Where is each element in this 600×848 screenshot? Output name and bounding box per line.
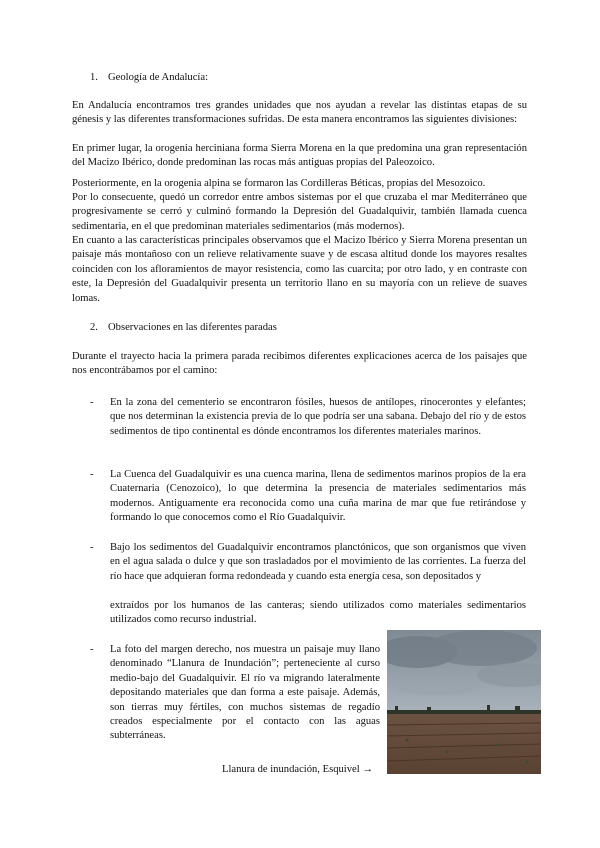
bullet-dash: -	[90, 542, 94, 553]
bullet-text: La Cuenca del Guadalquivir es una cuenca marina, llena de sedimentos marinos propios de la era Cuaternaria (Cenozoico), lo que determina la presencia de materiales sedimentarios más modernos. Antiguamente era reconocida como una cuña marina de mar que fue retirándose y formando lo que conocemos como el Río Guadalquivir.	[110, 469, 526, 524]
paragraph-orogenia-alpina: Posteriormente, en la orogenia alpina se formaron las Cordilleras Béticas, propias del Mesozoico.	[72, 178, 486, 189]
bullet-continuation: extraídos por los humanos de las canteras; siendo utilizados como materiales sedimentarios utilizados como recurso industrial.	[110, 600, 526, 626]
floodplain-photo	[387, 630, 541, 774]
intro-paragraph: En Andalucía encontramos tres grandes unidades que nos ayudan a revelar las distintas etapas de su génesis y las diferentes transformaciones sufridas. De esta manera encontramos las siguientes divisiones:	[72, 100, 527, 126]
section-1-number: 1.	[90, 72, 98, 83]
bullet-text: Bajo los sedimentos del Guadalquivir encontramos planctónicos, que son organismos que viven en el agua salada o dulce y que son trasladados por el movimiento de las corrientes. La fuerza del río hace que adquieran forma redondeada y cuando esta energía cesa, son depositados y	[110, 542, 526, 582]
section-2-title: Observaciones en las diferentes paradas	[108, 322, 277, 333]
bullet-text: La foto del margen derecho, nos muestra un paisaje muy llano denominado “Llanura de Inundación”; perteneciente al curso medio-bajo del Guadalquivir. El río va migrando lateralmente depositando materiales que dan forma a este paisaje. Además, son tierras muy fértiles, con muchos sistemas de regadío creados especialmente por el contacto con las aguas subterráneas.	[110, 644, 380, 742]
photo-caption: Llanura de inundación, Esquivel →	[222, 764, 373, 775]
section-1-title: Geología de Andalucía:	[108, 72, 209, 83]
paragraph-orogenia-herciniana: En primer lugar, la orogenia herciniana forma Sierra Morena en la que predomina una gran representación del Macizo Ibérico, donde predominan las rocas más antiguas propias del Paleozoico.	[72, 143, 527, 169]
floodplain-landscape-image	[387, 630, 541, 774]
bullet-dash: -	[90, 397, 94, 408]
paragraph-caracteristicas: En cuanto a las características principales observamos que el Macizo Ibérico y Sierra Morena presentan un paisaje más montañoso con un relieve relativamente suave y de escasa altitud donde los mayores resaltes coinciden con los afloramientos de mayor resistencia, como las cuarcita; por otro lado, y en contraste con este, la Depresión del Guadalquivir presenta un territorio llano en su mayoría con un relieve de suaves lomas.	[72, 235, 527, 304]
section-2-number: 2.	[90, 322, 98, 333]
paragraph-depresion-guadalquivir: Por lo consecuente, quedó un corredor entre ambos sistemas por el que cruzaba el mar Mediterráneo que progresivamente se cerró y culminó formando la Depresión del Guadalquivir, también llamada cuenca sedimentaria, en el que predominan materiales sedimentarios (más modernos).	[72, 192, 527, 232]
section-1-heading	[90, 71, 98, 85]
bullet-dash: -	[90, 469, 94, 480]
bullet-text: En la zona del cementerio se encontraron fósiles, huesos de antílopes, rinocerontes y elefantes; que nos determinan la existencia previa de lo que podría ser una sabana. Debajo del río y de estos sedimentos de tipo continental es dónde encontramos los diferentes materiales marinos.	[110, 397, 526, 437]
bullet-dash: -	[90, 644, 94, 655]
observations-intro: Durante el trayecto hacia la primera parada recibimos diferentes explicaciones acerca de los paisajes que nos encontrábamos por el camino:	[72, 351, 527, 377]
